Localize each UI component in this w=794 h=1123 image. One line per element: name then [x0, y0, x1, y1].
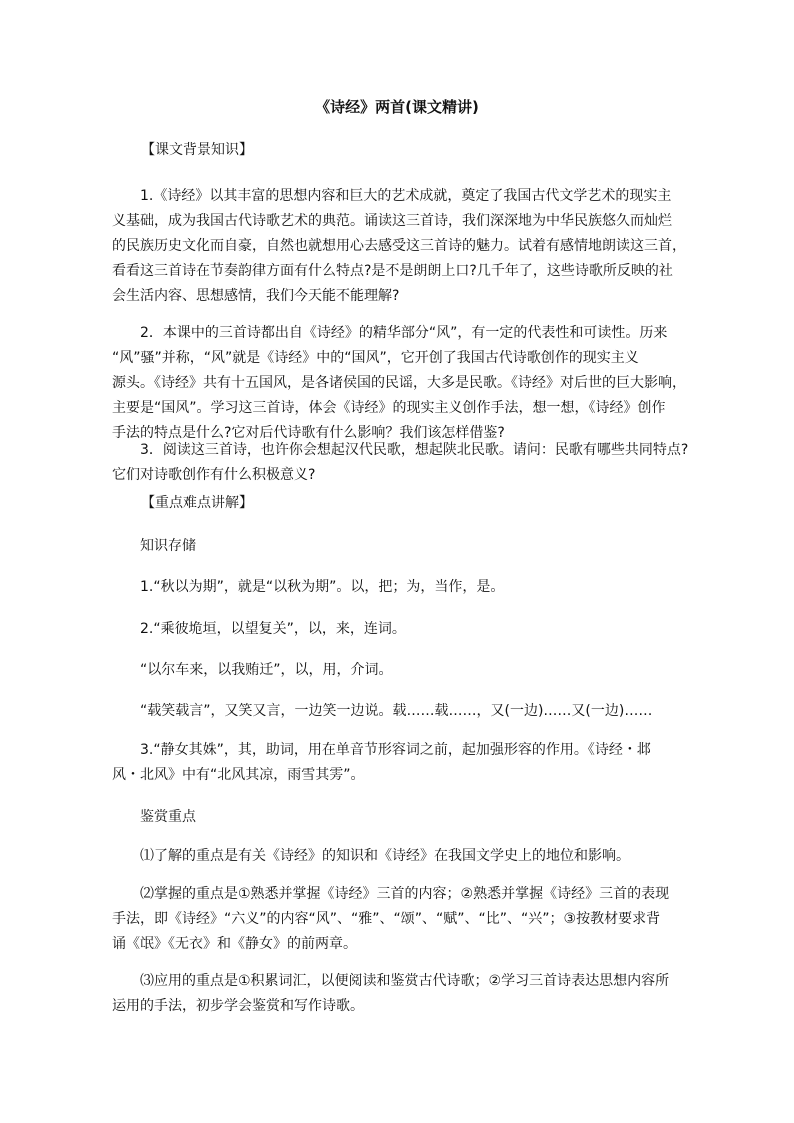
subheading-knowledge: 知识存储 [140, 538, 196, 554]
text-line: 的民族历史文化而自豪，自然也就想用心去感受这三首诗的魅力。试着有感情地朗读这三首， [112, 238, 686, 254]
text-line: 风・北风》中有“北风其凉，雨雪其雱”。 [112, 767, 365, 783]
text-line: 主要是“国风”。学习这三首诗，体会《诗经》的现实主义创作手法，想一想，《诗经》创作 [112, 400, 666, 416]
text-line: 诵《氓》《无衣》和《静女》的前两章。 [112, 936, 357, 952]
text-line: 3.“静女其姝”，其，助词，用在单音节形容词之前，起加强形容的作用。《诗经・邶 [112, 742, 651, 758]
appreciation-item-2 [112, 882, 702, 957]
text-line: 义基础，成为我国古代诗歌艺术的典范。诵读这三首诗，我们深深地为中华民族悠久而灿烂 [112, 213, 672, 229]
subheading-appreciation: 鉴赏重点 [140, 809, 196, 825]
knowledge-item-1: 1.“秋以为期”，就是“以秋为期”。以，把；为，当作，是。 [140, 579, 505, 595]
text-line: ⑵掌握的重点是①熟悉并掌握《诗经》三首的内容；②熟悉并掌握《诗经》三首的表现 [112, 886, 670, 902]
text-line: 会生活内容、思想感情，我们今天能不能理解? [112, 288, 400, 304]
text-line: 看看这三首诗在节奏韵律方面有什么特点?是不是朗朗上口?几千年了，这些诗歌所反映的社 [112, 263, 673, 279]
text-line: 它们对诗歌创作有什么积极意义? [112, 467, 316, 483]
paragraph-background-2 [112, 321, 702, 446]
knowledge-item-2: 2.“乘彼垝垣，以望复关”，以，来，连词。 [140, 621, 406, 637]
knowledge-item-3: “以尔车来，以我贿迁”，以，用，介词。 [140, 662, 393, 678]
text-line: “风”骚”并称，“风”就是《诗经》中的“国风”，它开创了我国古代诗歌创作的现实主义 [112, 350, 639, 366]
text-line: 运用的手法，初步学会鉴赏和写作诗歌。 [112, 998, 364, 1014]
section-heading-background: 【课文背景知识】 [141, 142, 253, 158]
paragraph-background-3 [112, 438, 702, 488]
appreciation-item-1: ⑴了解的重点是有关《诗经》的知识和《诗经》在我国文学史上的地位和影响。 [140, 848, 630, 864]
text-line: 手法的特点是什么?它对后代诗歌有什么影响？我们该怎样借鉴? [112, 425, 505, 441]
appreciation-item-3 [112, 969, 702, 1019]
page-title: 《诗经》两首(课文精讲) [315, 98, 479, 116]
knowledge-item-5 [112, 738, 702, 788]
text-line: 2．本课中的三首诗都出自《诗经》的精华部分“风”，有一定的代表性和可读性。历来 [112, 325, 668, 341]
knowledge-item-4: “载笑载言”，又笑又言，一边笑一边说。载……载……，又(一边)……又(一边)…… [140, 703, 653, 719]
text-line: 3．阅读这三首诗，也许你会想起汉代民歌，想起陕北民歌。请问：民歌有哪些共同特点? [112, 442, 689, 458]
text-line: 源头。《诗经》共有十五国风，是各诸侯国的民谣，大多是民歌。《诗经》对后世的巨大影响， [112, 375, 686, 391]
paragraph-background-1 [112, 184, 702, 309]
section-heading-keypoints: 【重点难点讲解】 [141, 495, 253, 511]
text-line: 手法，即《诗经》“六义”的内容“风”、“雅”、“颂”、“赋”、“比”、“兴”；③按教材要求背 [112, 911, 661, 927]
text-line: 1.《诗经》以其丰富的思想内容和巨大的艺术成就，奠定了我国古代文学艺术的现实主 [112, 188, 672, 204]
text-line: ⑶应用的重点是①积累词汇，以便阅读和鉴赏古代诗歌；②学习三首诗表达思想内容所 [112, 973, 670, 989]
